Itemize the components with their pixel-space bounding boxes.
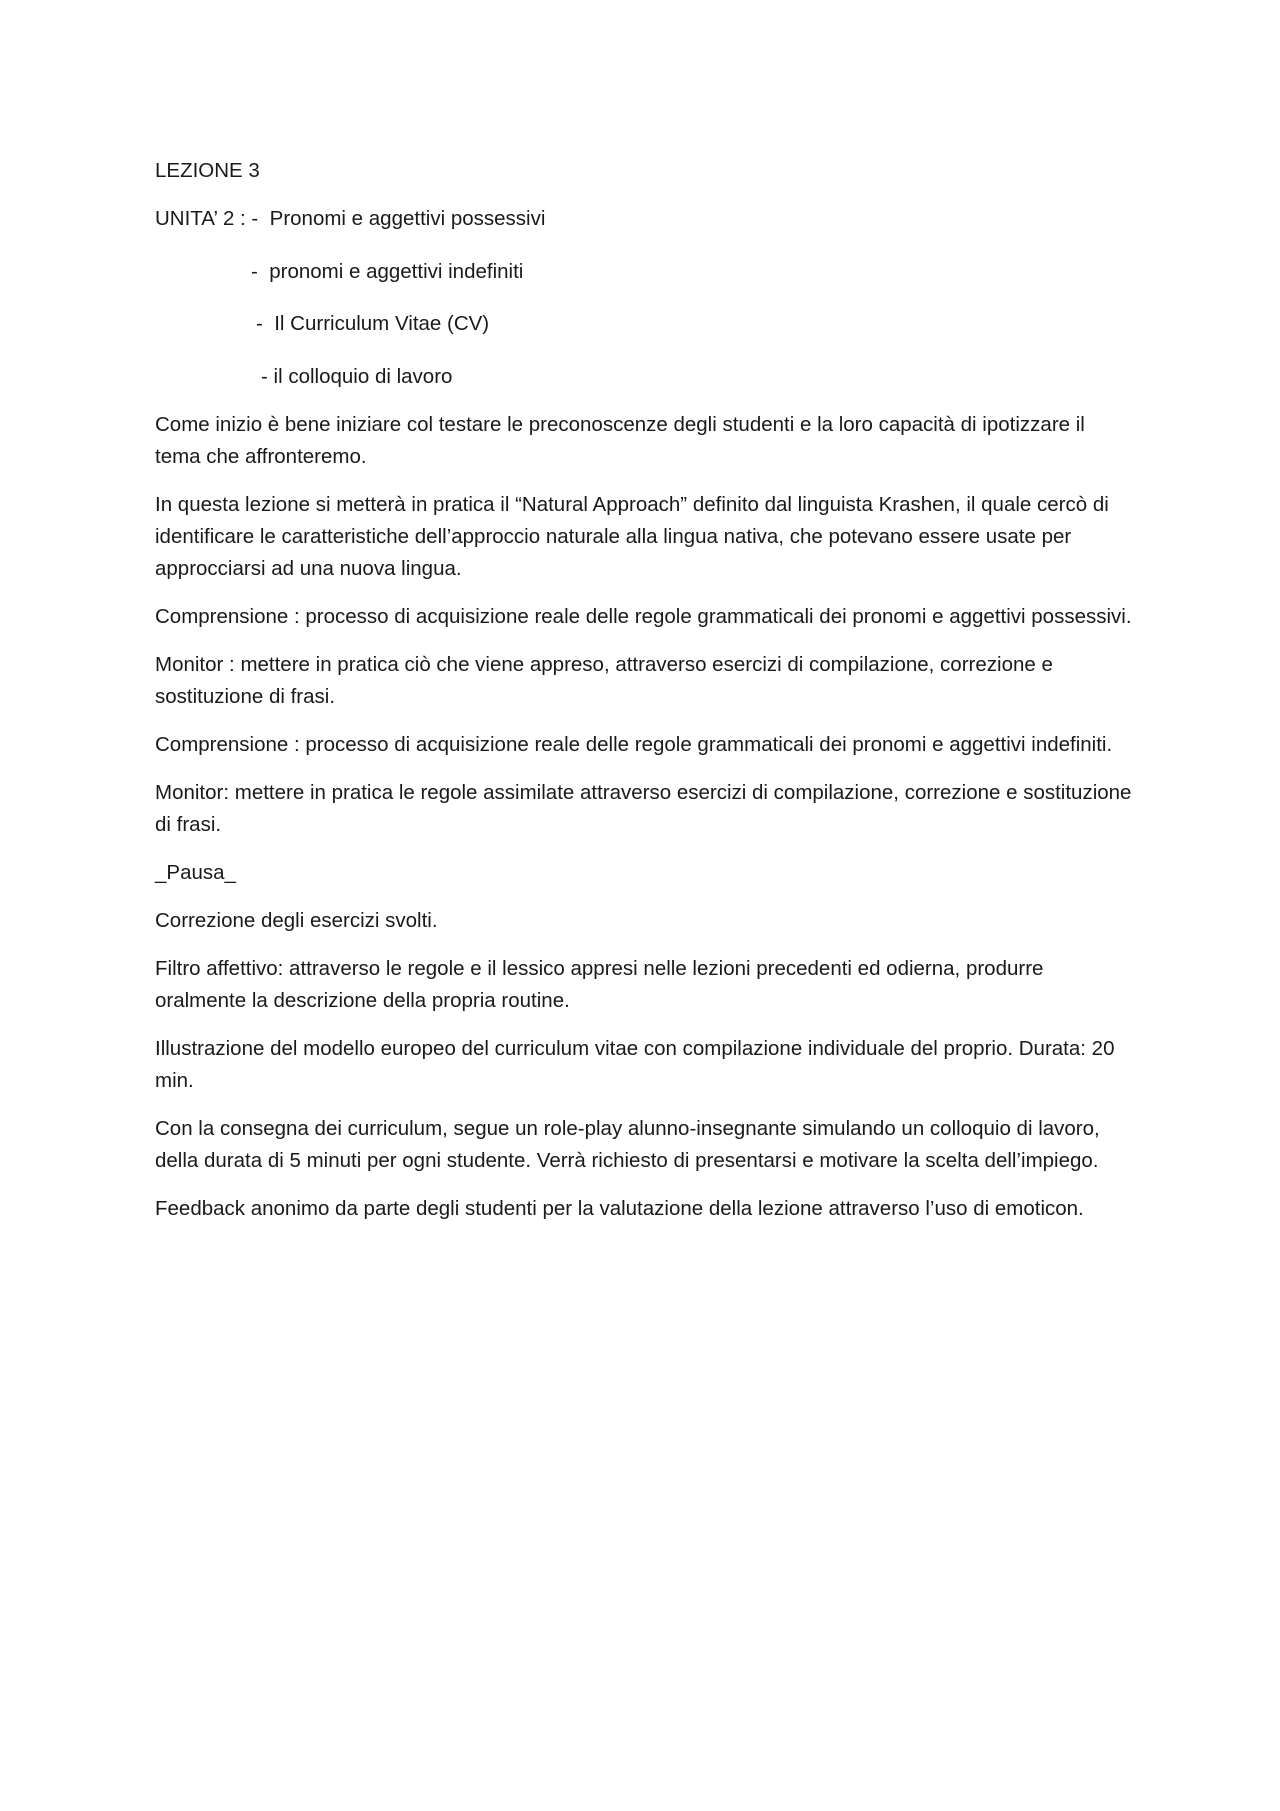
paragraph: Monitor : mettere in pratica ciò che viene appreso, attraverso esercizi di compilazione, correzione e sostituzione di frasi. [155, 652, 1053, 708]
unit-heading: UNITA’ 2 : - Pronomi e aggettivi possessivi [155, 207, 546, 230]
document-body [155, 155, 1135, 1241]
paragraph: _Pausa_ [155, 860, 236, 884]
unit-heading-row [155, 203, 1135, 235]
unit-item: - Il Curriculum Vitae (CV) [256, 312, 490, 335]
paragraph: Feedback anonimo da parte degli studenti per la valutazione della lezione attraverso l’uso di emoticon. [155, 1196, 1084, 1220]
paragraph: Illustrazione del modello europeo del curriculum vitae con compilazione individuale del proprio. Durata: 20 min. [155, 1036, 1115, 1092]
paragraph: Come inizio è bene iniziare col testare le preconoscenze degli studenti e la loro capacità di ipotizzare il tema che affronteremo. [155, 412, 1085, 468]
paragraph: Filtro affettivo: attraverso le regole e il lessico appresi nelle lezioni precedenti ed odierna, produrre oralmente la descrizione della propria routine. [155, 956, 1044, 1012]
paragraph: Correzione degli esercizi svolti. [155, 908, 438, 932]
paragraph: Comprensione : processo di acquisizione reale delle regole grammaticali dei pronomi e aggettivi indefiniti. [155, 732, 1113, 756]
paragraph: Monitor: mettere in pratica le regole assimilate attraverso esercizi di compilazione, correzione e sostituzione di frasi. [155, 780, 1132, 836]
unit-item: - il colloquio di lavoro [261, 364, 453, 388]
paragraph: Con la consegna dei curriculum, segue un role-play alunno-insegnante simulando un colloquio di lavoro, della durata di 5 minuti per ogni studente. Verrà richiesto di presentarsi e motivare la scelta dell’impiego. [155, 1116, 1100, 1172]
paragraph: Comprensione : processo di acquisizione reale delle regole grammaticali dei pronomi e aggettivi possessivi. [155, 604, 1132, 628]
paragraph: In questa lezione si metterà in pratica il “Natural Approach” definito dal linguista Krashen, il quale cercò di identificare le caratteristiche dell’approccio naturale alla lingua nativa, che potevano essere usate per approcciarsi ad una nuova lingua. [155, 492, 1109, 580]
unit-item: - pronomi e aggettivi indefiniti [251, 259, 524, 283]
lesson-title: LEZIONE 3 [155, 159, 260, 182]
